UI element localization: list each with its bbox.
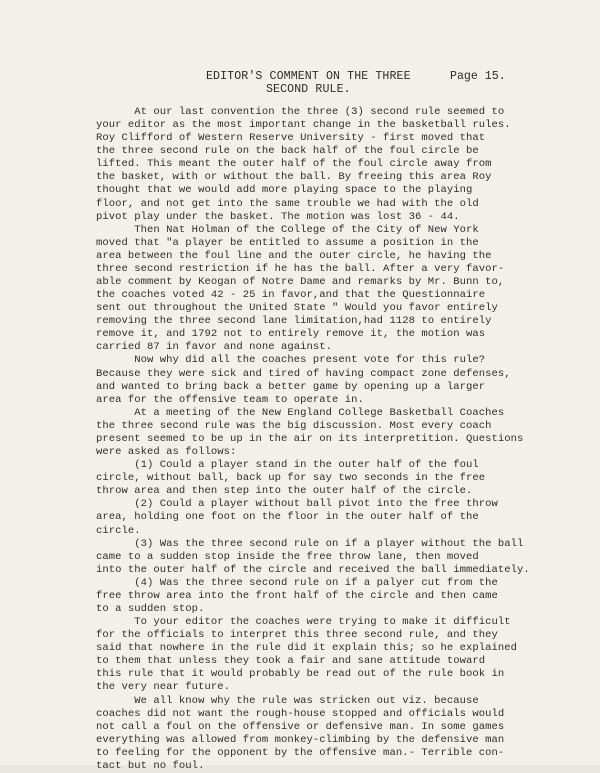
text-line: We all know why the rule was stricken out viz. because: [96, 694, 479, 707]
text-line: area between the foul line and the outer circle, he having the: [96, 249, 492, 262]
text-line: came to a sudden stop inside the free throw lane, then moved: [96, 550, 479, 563]
text-line: present seemed to be up in the air on its interpretition. Questions: [96, 432, 524, 445]
text-line: (3) Was the three second rule on if a player without the ball: [96, 537, 524, 550]
text-line: to a sudden stop.: [96, 602, 205, 615]
text-line: coaches did not want the rough-house stopped and officials would: [96, 707, 505, 720]
text-line: circle.: [96, 524, 141, 537]
text-line: Now why did all the coaches present vote for this rule?: [96, 354, 486, 367]
text-line: lifted. This meant the outer half of the foul circle away from: [96, 158, 492, 171]
text-line: carried 87 in favor and none against.: [96, 341, 333, 354]
text-line: moved that "a player be entitled to assume a position in the: [96, 236, 479, 249]
text-line: floor, and not get into the same trouble we had with the old: [96, 197, 479, 210]
text-line: At a meeting of the New England College Basketball Coaches: [96, 406, 505, 419]
text-line: throw area and then step into the outer half of the circle.: [96, 485, 473, 498]
text-line: said that nowhere in the rule did it explain this; so he explained: [96, 642, 518, 655]
text-line: everything was allowed from monkey-climbing by the defensive man: [96, 733, 505, 746]
text-line: and wanted to bring back a better game by opening up a larger: [96, 380, 486, 393]
text-line: free throw area into the front half of the circle and then came: [96, 589, 498, 602]
text-line: (2) Could a player without ball pivot into the free throw: [96, 498, 498, 511]
page-number: Page 15.: [450, 70, 506, 83]
text-line: three second restriction if he has the ball. After a very favor-: [96, 262, 505, 275]
text-line: (1) Could a player stand in the outer half of the foul: [96, 459, 479, 472]
text-line: the coaches voted 42 - 25 in favor,and that the Questionnaire: [96, 289, 486, 302]
text-line: removing the three second lane limitation,had 1128 to entirely: [96, 315, 492, 328]
page-header: [0, 70, 600, 106]
text-line: tact but no foul.: [96, 759, 205, 772]
text-line: the three second rule on the back half of the foul circle be: [96, 145, 479, 158]
text-line: the very near future.: [96, 681, 230, 694]
page-title: EDITOR'S COMMENT ON THE THREE: [206, 70, 411, 83]
text-line: Because they were sick and tired of having compact zone defenses,: [96, 367, 511, 380]
text-line: to them that unless they took a fair and sane attitude toward: [96, 655, 486, 668]
text-line: At our last convention the three (3) second rule seemed to: [96, 106, 505, 118]
text-line: not call a foul on the offensive or defensive man. In some games: [96, 720, 505, 733]
text-line: your editor as the most important change in the basketball rules.: [96, 119, 511, 132]
text-line: Then Nat Holman of the College of the City of New York: [96, 223, 479, 236]
text-line: circle, without ball, back up for say two seconds in the free: [96, 472, 486, 485]
text-line: were asked as follows:: [96, 446, 237, 459]
text-line: the basket, with or without the ball. By freeing this area Roy: [96, 171, 492, 184]
text-line: area, holding one foot on the floor in the outer half of the: [96, 511, 479, 524]
text-line: remove it, and 1792 not to entirely remove it, the motion was: [96, 328, 486, 341]
text-line: (4) Was the three second rule on if a palyer cut from the: [96, 576, 498, 589]
text-line: able comment by Keogan of Notre Dame and remarks by Mr. Bunn to,: [96, 276, 505, 289]
text-line: Roy Clifford of Western Reserve University - first moved that: [96, 132, 486, 145]
text-line: for the officials to interpret this three second rule, and they: [96, 629, 498, 642]
text-line: to feeling for the opponent by the offensive man.- Terrible con-: [96, 746, 505, 759]
text-line: thought that we would add more playing space to the playing: [96, 184, 473, 197]
text-line: into the outer half of the circle and received the ball immediately.: [96, 563, 530, 576]
text-line: this rule that it would probably be read out of the rule book in: [96, 668, 505, 681]
text-line: pivot play under the basket. The motion was lost 36 - 44.: [96, 210, 460, 223]
article-body: [96, 106, 556, 773]
text-line: area for the offensive team to operate in.: [96, 393, 364, 406]
text-line: the three second rule was the big discussion. Most every coach: [96, 419, 492, 432]
text-line: sent out throughout the United State " Would you favor entirely: [96, 302, 498, 315]
text-line: To your editor the coaches were trying to make it difficult: [96, 616, 511, 629]
page-title-continued: SECOND RULE.: [266, 83, 351, 96]
